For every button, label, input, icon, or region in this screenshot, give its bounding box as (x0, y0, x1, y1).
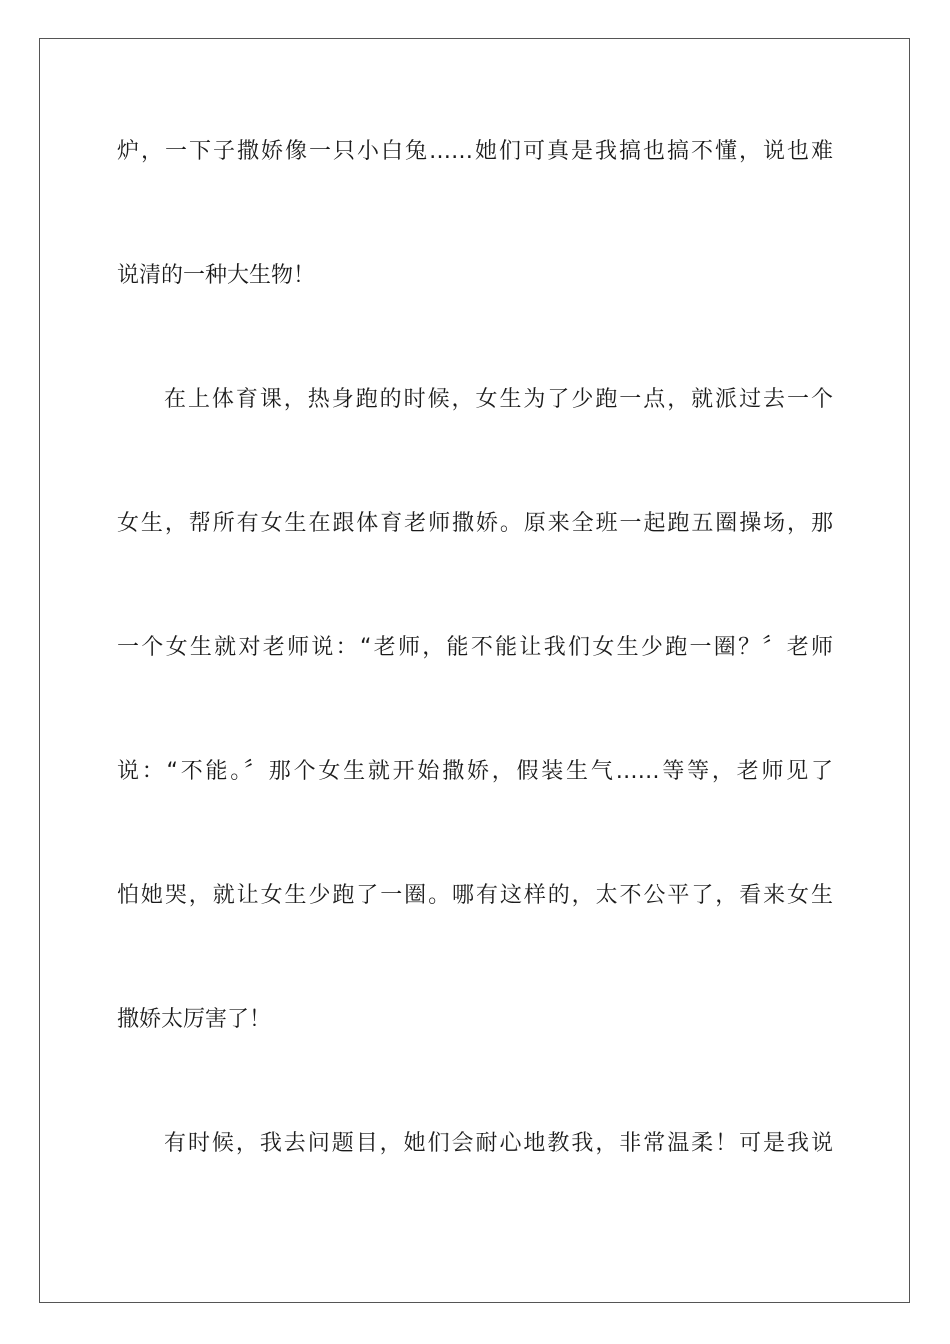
text-line-6: 说：“不能。〞那个女生就开始撒娇，假装生气……等等，老师见了 (117, 759, 833, 784)
text-line-9-paragraph-start: 有时候，我去问题目，她们会耐心地教我，非常温柔！可是我说 (164, 1131, 833, 1156)
text-line-2: 说清的一种大生物！ (117, 263, 316, 288)
text-line-4: 女生，帮所有女生在跟体育老师撒娇。原来全班一起跑五圈操场，那 (117, 511, 833, 536)
text-line-5: 一个女生就对老师说：“老师，能不能让我们女生少跑一圈？〞老师 (117, 635, 833, 660)
text-line-1: 炉，一下子撒娇像一只小白兔……她们可真是我搞也搞不懂，说也难 (117, 139, 833, 164)
text-line-7: 怕她哭，就让女生少跑了一圈。哪有这样的，太不公平了，看来女生 (117, 883, 833, 908)
page-border (39, 38, 910, 1303)
text-line-8: 撒娇太厉害了！ (117, 1007, 272, 1032)
text-line-3-paragraph-start: 在上体育课，热身跑的时候，女生为了少跑一点，就派过去一个 (164, 387, 833, 412)
